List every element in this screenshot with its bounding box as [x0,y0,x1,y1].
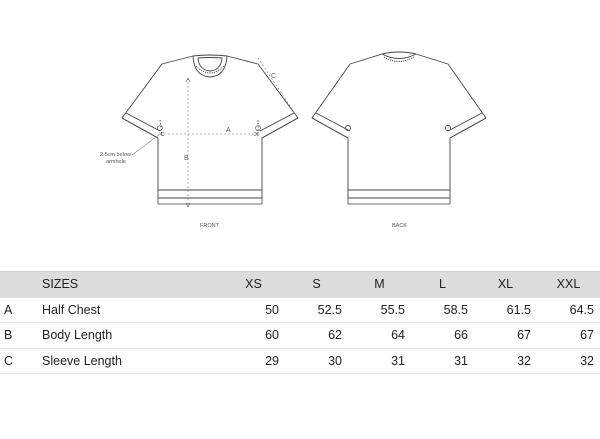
header-sizes-label: SIZES [28,272,222,298]
armhole-note-line1: 2.5cm below [100,152,131,158]
row-value: 67 [537,323,600,349]
row-value: 60 [222,323,285,349]
row-key: C [0,348,28,374]
row-value: 64 [348,323,411,349]
header-key-cell [0,272,28,298]
row-value: 29 [222,348,285,374]
header-size-xl: XL [474,272,537,298]
front-label: FRONT [200,223,219,229]
header-size-m: M [348,272,411,298]
row-value: 30 [285,348,348,374]
row-value: 61.5 [474,297,537,323]
row-value: 52.5 [285,297,348,323]
row-name: Body Length [28,323,222,349]
row-value: 58.5 [411,297,474,323]
row-value: 32 [474,348,537,374]
table-row [0,297,600,323]
measure-label-a: A [226,127,231,134]
row-value: 55.5 [348,297,411,323]
row-value: 66 [411,323,474,349]
size-chart-table [0,271,600,374]
table-row [0,323,600,349]
row-key: B [0,323,28,349]
table-header-row [0,272,600,298]
row-name: Sleeve Length [28,348,222,374]
row-value: 64.5 [537,297,600,323]
row-value: 31 [348,348,411,374]
row-key: A [0,297,28,323]
armhole-note-line2: armhole [106,159,126,165]
back-tshirt-drawing [312,52,486,204]
header-size-s: S [285,272,348,298]
row-name: Half Chest [28,297,222,323]
row-value: 67 [474,323,537,349]
back-label: BACK [392,223,407,229]
row-value: 62 [285,323,348,349]
measure-label-b: B [184,155,189,162]
header-size-xxl: XXL [537,272,600,298]
header-size-l: L [411,272,474,298]
row-value: 50 [222,297,285,323]
measure-label-c: C [271,73,277,80]
row-value: 32 [537,348,600,374]
table-row [0,348,600,374]
row-value: 31 [411,348,474,374]
header-size-xs: XS [222,272,285,298]
